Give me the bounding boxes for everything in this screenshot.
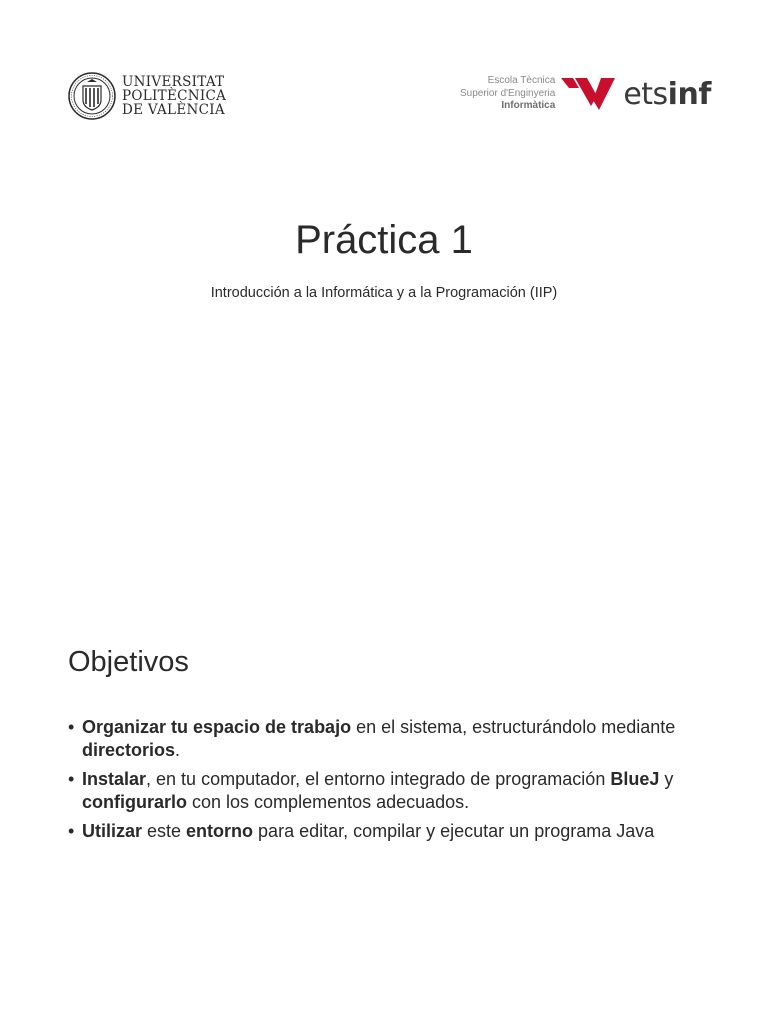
etsinf-prefix: ets [623, 76, 668, 112]
upv-seal-icon [68, 72, 116, 120]
page-title: Práctica 1 [295, 218, 473, 262]
objective-3-emph-1: Utilizar [82, 821, 143, 841]
objective-3-emph-2: entorno [186, 821, 254, 841]
school-line-1: Escola Tècnica [487, 75, 556, 87]
objective-item [68, 768, 698, 813]
bullet-icon: • [68, 769, 75, 789]
objective-1-text-1: en el sistema, estructurándolo mediante [351, 717, 676, 737]
etsinf-logo [460, 74, 711, 114]
objective-2-emph-1: Instalar [82, 769, 147, 789]
etsinf-suffix: inf [667, 76, 711, 112]
bullet-icon: • [68, 717, 75, 737]
upv-line-1: UNIVERSITAT [122, 74, 225, 90]
objective-2-emph-3: configurarlo [82, 791, 188, 812]
v-mark-icon [561, 74, 615, 114]
objective-3-text-1: este [142, 821, 187, 841]
objective-1-text-2: . [175, 739, 181, 760]
objectives-heading: Objetivos [68, 646, 189, 678]
objectives-list [68, 716, 698, 850]
page-subtitle: Introducción a la Informática y a la Programación (IIP) [210, 285, 558, 301]
objective-item [68, 716, 698, 761]
school-line-2: Superior d'Enginyeria [460, 87, 556, 99]
objective-2-emph-2: BlueJ [610, 769, 660, 789]
school-name [460, 75, 555, 113]
upv-wordmark [122, 75, 226, 117]
etsinf-wordmark [623, 77, 711, 112]
upv-line-3: DE VALÈNCIA [122, 102, 225, 118]
objective-1-emph-2: directorios [82, 739, 176, 760]
objective-1-emph-1: Organizar tu espacio de trabajo [82, 717, 352, 737]
bullet-icon: • [68, 821, 75, 841]
objective-2-text-1: , en tu computador, el entorno integrado de programación [146, 769, 611, 789]
upv-logo [68, 72, 226, 120]
school-line-3: Informàtica [501, 100, 556, 112]
upv-line-2: POLITÈCNICA [122, 88, 227, 104]
objective-3-text-2: para editar, compilar y ejecutar un programa Java [253, 821, 655, 841]
objective-item [68, 820, 698, 843]
objective-2-text-2: y [659, 769, 674, 789]
objective-2-text-3: con los complementos adecuados. [187, 791, 470, 812]
